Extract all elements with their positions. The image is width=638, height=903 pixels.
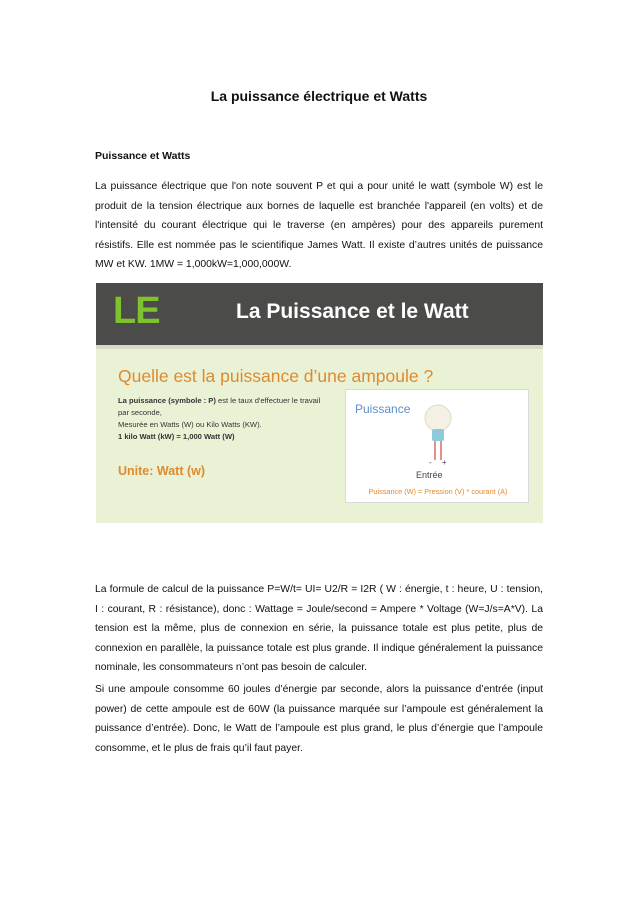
- infographic-unit: Unite: Watt (w): [118, 464, 206, 478]
- paragraph-example: Si une ampoule consomme 60 joules d’énergie par seconde, alors la puissance d’entrée (input power) de cette ampoule est de 60W (la puissance marquée sur l’ampoule est généralement la puissance d’entrée). Donc, le Watt de l’ampoule est plus grand, le plus d’énergie que l’ampoule consomme, et le plus de frais qu’il faut payer.: [95, 684, 543, 754]
- paragraph-intro: La puissance électrique que l'on note souvent P et qui a pour unité le watt (symbole W) est le produit de la tension électrique aux bornes de laquelle est branchée l'appareil (en volts) et de l'intensité du courant électrique qui le traverse (en ampères) pour des appareils purement résistifs. Elle est nommée pas le scientifique James Watt. Il existe d’autres unités de puissance MW et KW. 1MW = 1,000kW=1,000,000W.: [95, 181, 543, 270]
- plus-sign: +: [442, 458, 447, 467]
- infographic-banner: [96, 283, 543, 345]
- infographic-image: [96, 283, 543, 523]
- minus-sign: -: [429, 458, 432, 467]
- infographic-definition: [118, 395, 338, 443]
- entry-label: Entrée: [416, 470, 443, 480]
- definition-text: est le taux d'effectuer le travail: [215, 396, 321, 405]
- light-bulb-icon: [418, 398, 458, 468]
- power-formula: Puissance (W) = Pression (V) * courant (A): [368, 487, 508, 496]
- definition-term: La puissance (symbole : P): [118, 396, 216, 405]
- infographic-question: Quelle est la puissance d’une ampoule ?: [118, 366, 434, 386]
- infographic-banner-title: La Puissance et le Watt: [236, 300, 469, 323]
- definition-line-2: par seconde,: [118, 408, 162, 417]
- definition-line-3: Mesurée en Watts (W) ou Kilo Watts (KW).: [118, 420, 262, 429]
- section-subtitle: Puissance et Watts: [95, 150, 191, 162]
- definition-line-4: 1 kilo Watt (kW) = 1,000 Watt (W): [118, 432, 235, 441]
- paragraph-formula: La formule de calcul de la puissance P=W/t= UI= U2/R = I2R ( W : énergie, t : heure, U : tension, I : courant, R : résistance), donc : Wattage = Joule/second = Ampere * Voltage (W=J/s=A*V). La tension est la même, plus de connexion en série, la puissance totale est plus petite, plus de connexion en parallèle, la puissance totale est plus grande. Il indique généralement la puissance nominale, les consommateurs n’ont pas besoin de calculer.: [95, 584, 543, 673]
- banner-divider: [96, 345, 543, 349]
- le-logo: LE: [113, 290, 160, 332]
- bulb-panel-title: Puissance: [355, 402, 411, 416]
- bulb-panel: [345, 389, 529, 503]
- definition-line-1: [118, 395, 338, 407]
- document-title: La puissance électrique et Watts: [210, 88, 428, 104]
